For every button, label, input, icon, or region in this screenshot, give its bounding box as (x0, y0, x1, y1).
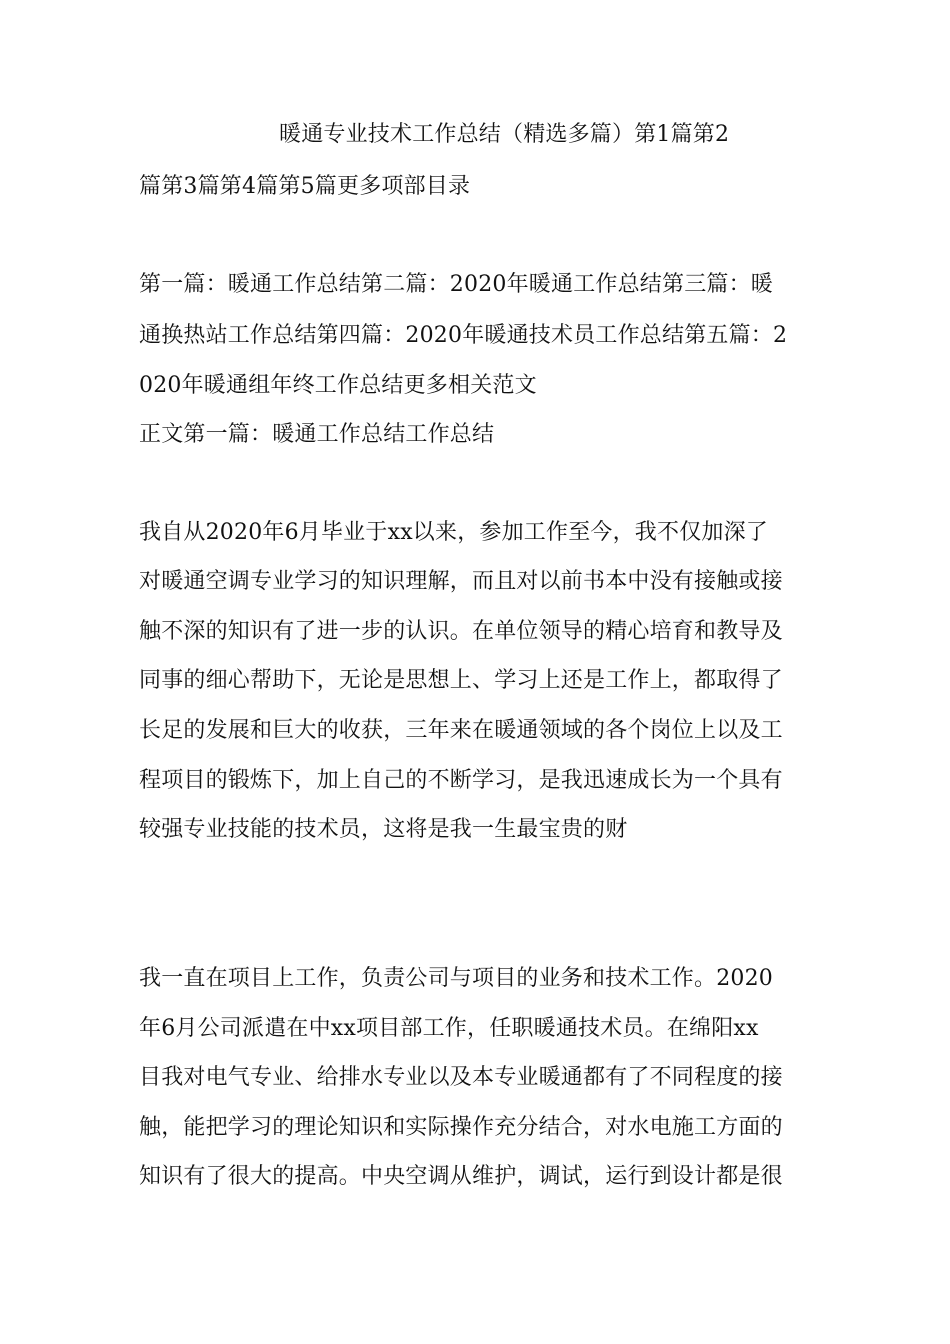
paragraph-1-line-1: 我自从2020年6月毕业于xx以来，参加工作至今，我不仅加深了 (139, 520, 769, 545)
paragraph-2-line-5: 知识有了很大的提高。中央空调从维护，调试，运行到设计都是很 (139, 1164, 783, 1189)
paragraph-2-line-1: 我一直在项目上工作，负责公司与项目的业务和技术工作。2020 (139, 966, 773, 991)
paragraph-1-line-7: 较强专业技能的技术员，这将是我一生最宝贵的财 (139, 817, 628, 842)
document-title-line-1: 暖通专业技术工作总结（精选多篇）第1篇第2 (279, 122, 730, 147)
toc-line-1: 第一篇：暖通工作总结第二篇：2020年暖通工作总结第三篇：暖 (139, 272, 773, 297)
paragraph-1-line-5: 长足的发展和巨大的收获，三年来在暖通领域的各个岗位上以及工 (139, 718, 783, 743)
paragraph-2-line-4: 触，能把学习的理论知识和实际操作充分结合，对水电施工方面的 (139, 1115, 783, 1140)
body-heading: 正文第一篇：暖通工作总结工作总结 (139, 422, 495, 447)
paragraph-1-line-6: 程项目的锻炼下，加上自己的不断学习，是我迅速成长为一个具有 (139, 768, 783, 793)
paragraph-2-line-3: 目我对电气专业、给排水专业以及本专业暖通都有了不同程度的接 (139, 1065, 783, 1090)
toc-line-3: 020年暖通组年终工作总结更多相关范文 (139, 373, 537, 398)
paragraph-2-line-2: 年6月公司派遣在中xx项目部工作，任职暖通技术员。在绵阳xx (139, 1016, 759, 1041)
paragraph-1-line-2: 对暖通空调专业学习的知识理解，而且对以前书本中没有接触或接 (139, 569, 783, 594)
toc-line-2: 通换热站工作总结第四篇：2020年暖通技术员工作总结第五篇：2 (139, 323, 788, 348)
paragraph-1-line-3: 触不深的知识有了进一步的认识。在单位领导的精心培育和教导及 (139, 619, 783, 644)
document-title-line-2: 篇第3篇第4篇第5篇更多项部目录 (139, 174, 471, 199)
paragraph-1-line-4: 同事的细心帮助下，无论是思想上、学习上还是工作上，都取得了 (139, 668, 783, 693)
